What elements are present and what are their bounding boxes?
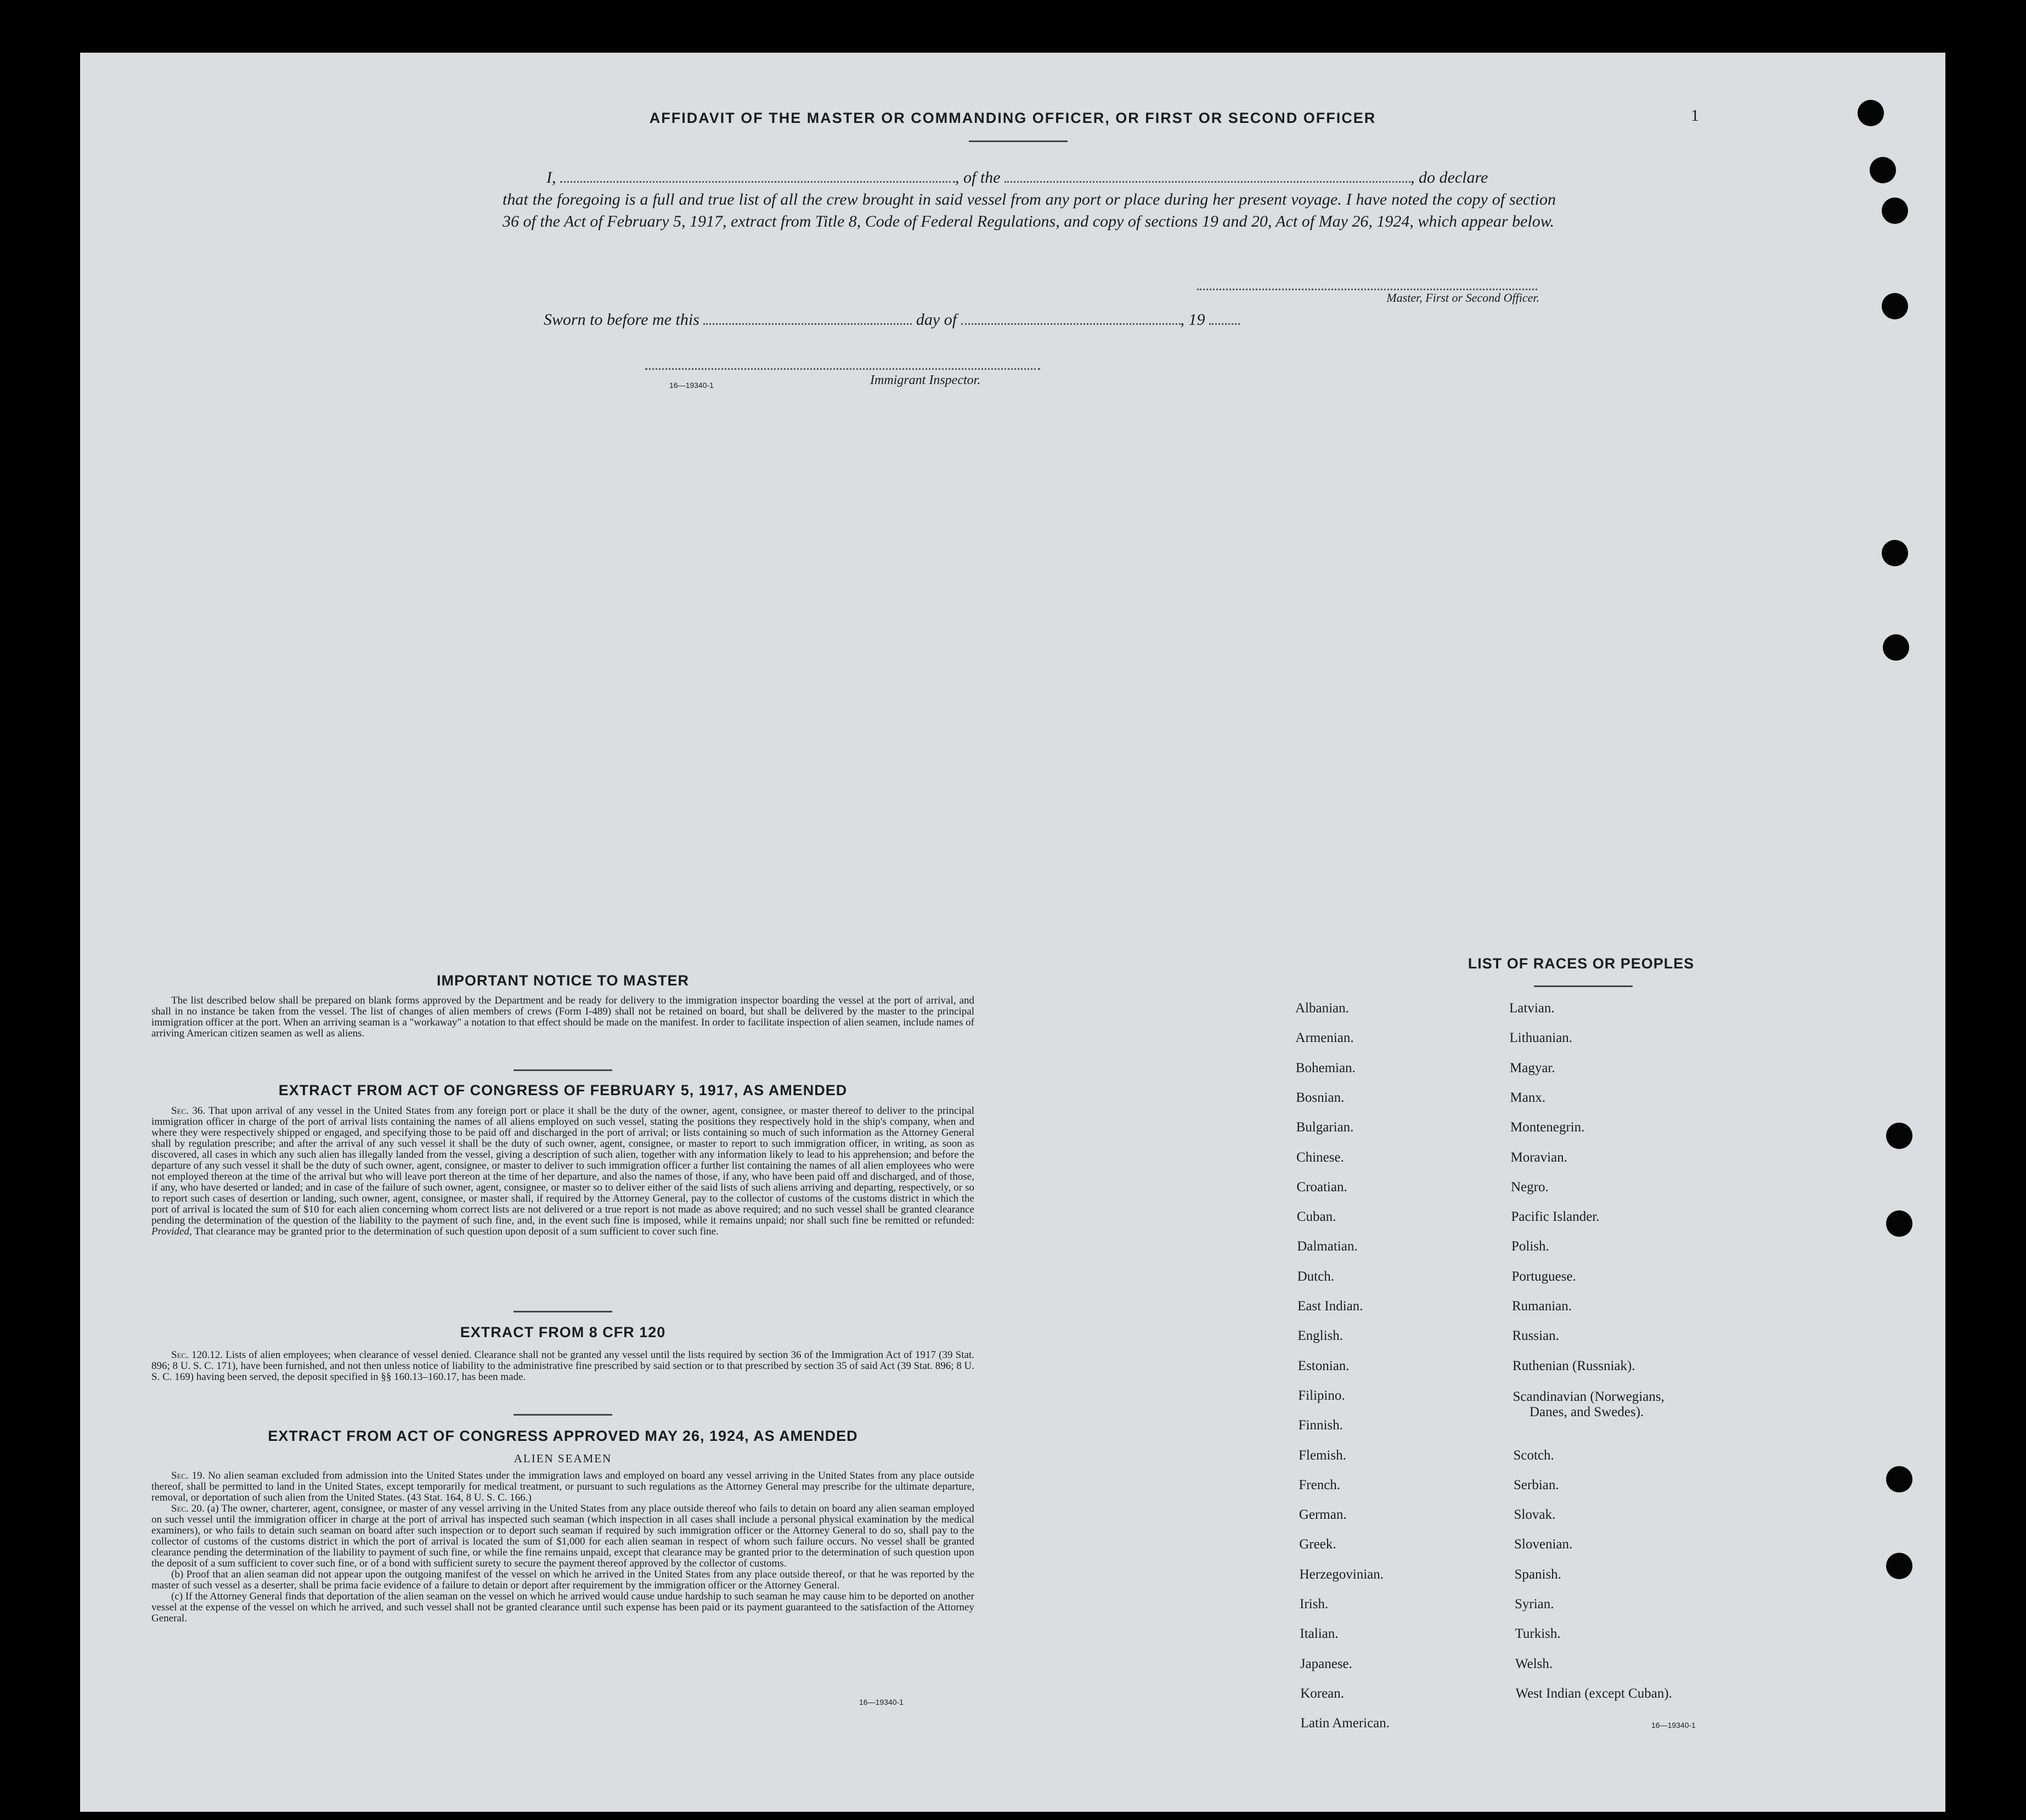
section-19-paragraph (151, 1470, 974, 1503)
race-item: Latvian. (1509, 1001, 1555, 1016)
section-36-text: That upon arrival of any vessel in the United States from any foreign port or place it shall be the duty of the owner, agent, consignee, or master thereof to deliver to the principal immigration officer in charge of the port of arrival lists containing the names of all aliens employed on such vessel, stating the positions they respectively hold in the ship's company, when and where they were respectively shipped or engaged, and specifying those to be paid off and discharged in the port of arrival; or lists containing so much of such information as the Attorney General shall by regulation prescribe; and after the arrival of any such vessel it shall be the duty of such owner, agent, consignee, or master to report to such immigration officer, in writing, as soon as discovered, all cases in which any such alien has illegally landed from the vessel, giving a description of such alien, together with any information likely to lead to his apprehension; and before the departure of any such vessel it shall be the duty of such owner, agent, consignee, or master to deliver to such immigration officer a further list containing the names of all alien employees who were not employed thereon at the time of the arrival but who will leave port thereon at the time of her departure, and also the names of those, if any, who have been paid off and discharged, and of those, if any, who have deserted or landed; and in case of the failure of such owner, agent, consignee, or master so to deliver either of the said lists of such aliens arriving and departing, respectively, or so to report such cases of desertion or landing, such owner, agent, consignee, or master shall, if required by the Attorney General, pay to the collector of customs of the customs district in which the port of arrival is located the sum of $10 for each alien concerning whom correct lists are not delivered or a true report is not made as above required; and no such vessel shall be granted clearance pending the determination of the question of the liability to the payment of such fine, and, in the event such fine is imposed, while it remains unpaid; nor shall such fine be remitted or refunded: (151, 1105, 974, 1226)
section-divider (513, 1414, 612, 1416)
affidavit-title: AFFIDAVIT OF THE MASTER OR COMMANDING OFFICER, OR FIRST OR SECOND OFFICER (649, 110, 1376, 126)
race-item: Magyar. (1510, 1060, 1555, 1075)
race-item: Armenian. (1295, 1030, 1354, 1046)
race-item: Spanish. (1514, 1567, 1561, 1582)
section-divider (513, 1311, 612, 1312)
extract-cfr-title: EXTRACT FROM 8 CFR 120 (460, 1324, 666, 1340)
section-number: Sec. 19. (171, 1470, 205, 1481)
race-item: Bohemian. (1295, 1060, 1356, 1075)
race-item: Scandinavian (Norwegians, (1513, 1389, 1664, 1404)
punch-hole (1886, 1210, 1912, 1237)
race-item: Danes, and Swedes). (1530, 1404, 1644, 1419)
race-item: Negro. (1511, 1179, 1549, 1194)
race-item: Italian. (1300, 1626, 1339, 1642)
race-item: Filipino. (1298, 1388, 1345, 1403)
inspector-signature-field[interactable] (645, 368, 1040, 370)
day-of-text: day of (916, 311, 957, 329)
section-36-paragraph (151, 1106, 974, 1237)
sworn-line (544, 311, 1240, 329)
punch-hole (1883, 634, 1909, 661)
race-item: Scotch. (1513, 1447, 1554, 1463)
alien-seamen-subtitle: ALIEN SEAMEN (513, 1452, 612, 1465)
race-item: French. (1299, 1477, 1341, 1492)
extract-1924-text (151, 1470, 974, 1624)
section-20a-text: (a) The owner, charterer, agent, consignee, or master of any vessel arriving in the United States from any place outside thereof who fails to detain on board any alien seaman employed on such vessel until the immigration officer in charge at the port of arrival has inspected such seaman (which inspection in all cases shall include a personal physical examination by the medical examiners), or who fails to detain such seaman on board after such inspection or to deport such seaman if required by such immigration officer or the Attorney General to do so, shall pay to the collector of customs of the customs district in which the port of arrival is located the sum of $1,000 for each alien seaman in respect of whom such failure occurs. No vessel shall be granted clearance pending the determination of the liability to payment of such fine, or while the fine remains unpaid, except that clearance may be granted prior to the determination of such question upon the deposit of a sum sufficient to cover such fine, or of a bond with sufficient surety to secure the payment thereof approved by the collector of customs. (151, 1503, 974, 1569)
punch-hole (1858, 100, 1884, 126)
notice-text (151, 995, 974, 1039)
race-item: Greek. (1299, 1537, 1336, 1552)
section-120-paragraph (151, 1350, 974, 1383)
race-item: Estonian. (1297, 1358, 1350, 1373)
race-item: English. (1297, 1328, 1344, 1344)
race-item: Lithuanian. (1509, 1030, 1573, 1046)
race-item: German. (1299, 1507, 1347, 1523)
page-number: 1 (1691, 106, 1699, 125)
declaration-line (503, 167, 1556, 189)
notice-title: IMPORTANT NOTICE TO MASTER (437, 972, 689, 989)
section-20c-paragraph: (c) If the Attorney General finds that deportation of the alien seaman on the vessel on which he arrived would cause undue hardship to such seaman he may cause him to be deported on another vessel at the expense of the vessel on which he arrived, and such vessel shall not be granted clearance until such expense has been paid or its payment guaranteed to the satisfaction of the Attorney General. (151, 1591, 974, 1624)
sworn-day-field[interactable] (703, 323, 912, 325)
race-item: Manx. (1510, 1090, 1546, 1105)
race-item: Slovenian. (1514, 1537, 1573, 1552)
extract-1924-title: EXTRACT FROM ACT OF CONGRESS APPROVED MAY 26, 1924, AS AMENDED (268, 1428, 858, 1444)
race-item: Cuban. (1296, 1209, 1336, 1225)
race-item: Montenegrin. (1510, 1120, 1585, 1135)
race-item: Bosnian. (1296, 1090, 1345, 1105)
race-item: West Indian (except Cuban). (1515, 1686, 1672, 1701)
declarant-name-field[interactable] (560, 181, 955, 183)
race-item: Polish. (1511, 1239, 1549, 1254)
extract-1917-text (151, 1106, 974, 1237)
race-item: Irish. (1300, 1597, 1329, 1611)
race-item: Ruthenian (Russniak). (1513, 1358, 1635, 1373)
race-item: Albanian. (1295, 1001, 1349, 1016)
section-number: Sec. 20. (171, 1503, 205, 1514)
notice-paragraph: The list described below shall be prepared on blank forms approved by the Department and be ready for delivery to the immigration inspector boarding the vessel at the port of arrival, and shall in no instance be taken from the vessel. The list of changes of alien members of crews (Form I-489) shall not be retained on board, but shall be delivered by the master to the principal immigration officer at the port. When an arriving seaman is a "workaway" a notation to that effect should be made on the manifest. In order to facilitate inspection of alien seamen, include names of arriving American citizen seamen as well as aliens. (151, 995, 974, 1039)
provided-word: Provided, (151, 1226, 192, 1237)
race-item: Herzegovinian. (1299, 1567, 1384, 1582)
declaration-text: that the foregoing is a full and true list of all the crew brought in said vessel from any port or place during her present voyage. I have noted the copy of section 36 of the Act of February 5, 1917, extract from Title 8, Code of Federal Regulations, and copy of sections 19 and 20, Act of May 26, 1924, which appear below. (503, 190, 1556, 230)
race-item: Croatian. (1296, 1179, 1347, 1194)
section-19-text: No alien seaman excluded from admission into the United States under the immigration laws and employed on board any vessel arriving in the United States from any place outside thereof, shall be permitted to land in the United States, except temporarily for medical treatment, or pursuant to such regulations as the Attorney General may prescribe for the ultimate departure, removal, or deportation of such alien from the United States. (43 Stat. 164, 8 U. S. C. 166.) (151, 1470, 974, 1503)
race-item: Rumanian. (1512, 1299, 1572, 1314)
declarant-prefix: I, (546, 168, 556, 187)
year-prefix: , 19 (1180, 311, 1205, 329)
vessel-name-field[interactable] (1004, 181, 1410, 183)
punch-hole (1882, 293, 1908, 319)
section-number: Sec. 36. (171, 1105, 206, 1117)
race-item: Flemish. (1299, 1447, 1346, 1463)
sworn-year-field[interactable] (1209, 323, 1240, 325)
race-item: Dalmatian. (1297, 1239, 1358, 1254)
race-item: Welsh. (1515, 1656, 1553, 1671)
races-divider (1534, 985, 1633, 987)
section-20a-paragraph (151, 1503, 974, 1569)
section-36-text-end: That clearance may be granted prior to the determination of such question upon deposit of a sum sufficient to cover such fine. (194, 1226, 719, 1237)
race-item: Turkish. (1515, 1626, 1561, 1642)
section-number: Sec. 120.12. (171, 1349, 223, 1361)
race-item: Bulgarian. (1296, 1120, 1354, 1135)
section-divider (513, 1069, 612, 1071)
race-item: Slovak. (1514, 1507, 1556, 1523)
form-code: 16—19340-1 (669, 381, 714, 390)
race-item: Syrian. (1515, 1597, 1554, 1611)
of-the-text: , of the (955, 168, 1001, 187)
race-item: Chinese. (1296, 1150, 1344, 1165)
races-list-title: LIST OF RACES OR PEOPLES (1468, 955, 1695, 972)
race-item: Moravian. (1510, 1150, 1567, 1165)
extract-cfr-text (151, 1350, 974, 1383)
punch-hole (1886, 1123, 1912, 1149)
form-code: 16—19340-1 (1651, 1721, 1696, 1729)
section-20b-paragraph: (b) Proof that an alien seaman did not appear upon the outgoing manifest of the vessel on which he arrived in the United States from any place outside thereof, or that he was reported by the master of such vessel as a deserter, shall be prima facie evidence of a failure to detain or deport after requirement by the immigration officer or the Attorney General. (151, 1569, 974, 1591)
punch-hole (1886, 1553, 1912, 1579)
punch-hole (1882, 198, 1908, 224)
race-item: Russian. (1512, 1328, 1559, 1344)
inspector-label: Immigrant Inspector. (870, 373, 981, 387)
race-item: Korean. (1300, 1686, 1345, 1701)
title-divider (969, 140, 1068, 142)
punch-hole (1882, 540, 1908, 566)
race-item: East Indian. (1297, 1299, 1363, 1314)
master-signature-label: Master, First or Second Officer. (1386, 291, 1539, 305)
form-code: 16—19340-1 (859, 1698, 904, 1706)
punch-hole (1870, 157, 1896, 183)
sworn-month-field[interactable] (961, 323, 1181, 325)
section-120-text: Lists of alien employees; when clearance of vessel denied. Clearance shall not be granted any vessel until the lists required by section 36 of the Immigration Act of 1917 (39 Stat. 896; 8 U. S. C. 171), have been furnished, and not then unless notice of liability to the administrative fine prescribed by said section or to that prescribed by section 35 of said Act (39 Stat. 896; 8 U. S. C. 169) having been served, the deposit specified in §§ 160.13–160.17, has been made. (151, 1349, 974, 1383)
race-item: Japanese. (1300, 1656, 1352, 1671)
race-item: Serbian. (1514, 1477, 1559, 1492)
race-item: Latin American. (1300, 1716, 1390, 1731)
race-item: Portuguese. (1511, 1269, 1576, 1284)
race-item: Pacific Islander. (1511, 1209, 1600, 1225)
master-signature-field[interactable] (1197, 289, 1537, 290)
declare-text: , do declare (1410, 168, 1488, 187)
race-item: Finnish. (1298, 1418, 1343, 1433)
punch-hole (1886, 1466, 1912, 1492)
document-page (80, 53, 1945, 1812)
sworn-text: Sworn to before me this (544, 311, 699, 329)
extract-1917-title: EXTRACT FROM ACT OF CONGRESS OF FEBRUARY 5, 1917, AS AMENDED (278, 1082, 848, 1098)
affidavit-body (503, 167, 1556, 233)
race-item: Dutch. (1297, 1269, 1334, 1284)
